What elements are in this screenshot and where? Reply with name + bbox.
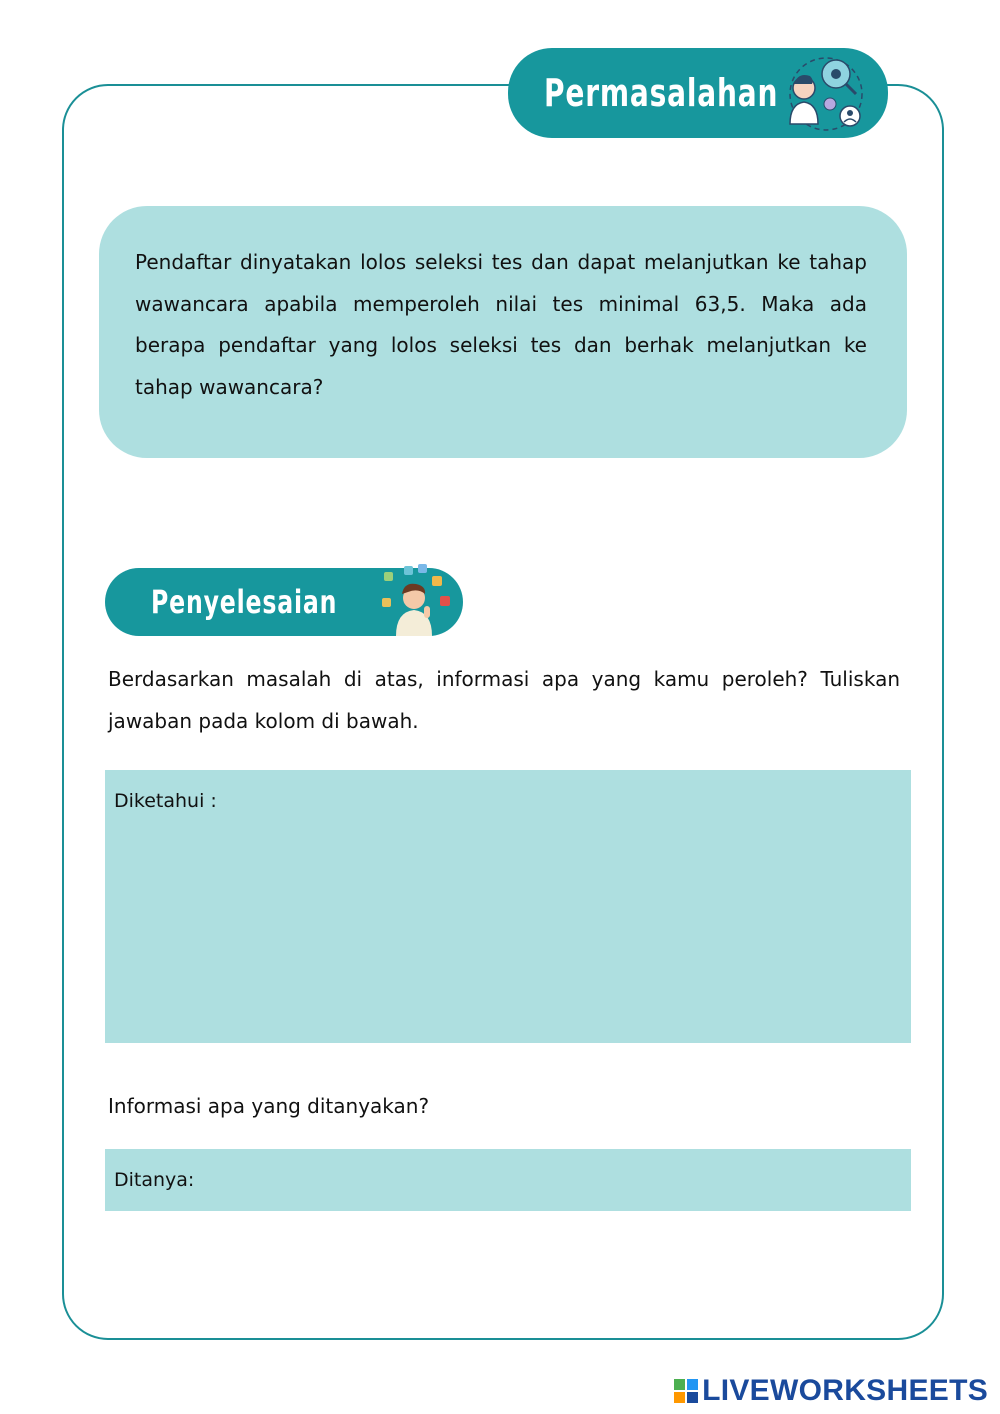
asked-label: Ditanya: <box>114 1169 195 1191</box>
solution-instruction: Berdasarkan masalah di atas, informasi apa yang kamu peroleh? Tuliskan jawaban pada kolom di bawah. <box>108 667 900 733</box>
thinking-boy-puzzle-icon <box>378 562 456 636</box>
header-title: Permasalahan <box>544 71 779 115</box>
liveworksheets-logo <box>674 1374 988 1408</box>
problem-box <box>99 206 907 458</box>
people-search-icon <box>784 54 868 134</box>
asked-question: Informasi apa yang ditanyakan? <box>108 1094 430 1118</box>
problem-text: Pendaftar dinyatakan lolos seleksi tes dan dapat melanjutkan ke tahap wawancara apabila memperoleh nilai tes minimal 63,5. Maka ada berapa pendaftar yang lolos seleksi tes dan berhak melanjutkan ke tahap wawancara? <box>135 250 867 399</box>
known-label: Diketahui : <box>114 790 217 812</box>
brand-name: LIVEWORKSHEETS <box>702 1374 988 1407</box>
known-answer-field[interactable] <box>105 770 911 1043</box>
solution-title: Penyelesaian <box>151 583 338 621</box>
logo-grid-icon <box>674 1379 698 1403</box>
asked-answer-field[interactable] <box>105 1149 911 1211</box>
